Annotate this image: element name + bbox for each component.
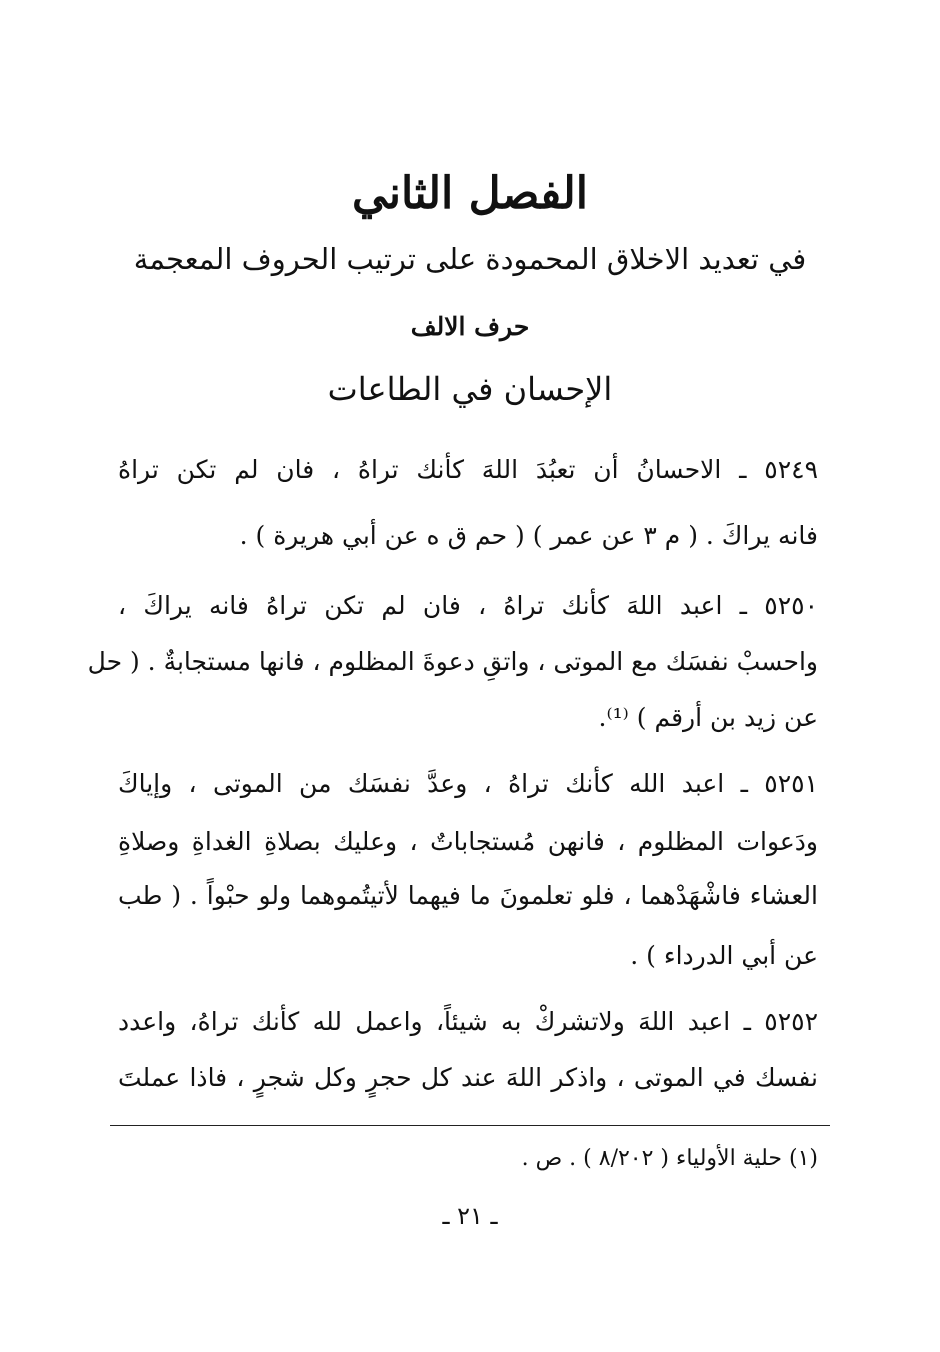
chapter-subtitle: في تعديد الاخلاق المحمودة على ترتيب الحروف المعجمة [133,242,807,276]
hadith-5249-line-2: فانه يراكَ . ( م ٣ عن عمر ) ( حم ق ه عن أبي هريرة ) . [239,521,818,550]
hadith-5251-line-3: العشاء فاشْهَدْهما ، فلو تعلمونَ ما فيهما لأتيتُموهما ولو حبْواً . ( طب [118,881,818,910]
hadith-5250-line-2: واحسبْ نفسَك مع الموتى ، واتقِ دعوةَ المظلوم ، فانها مستجابةٌ . ( حل [87,647,818,676]
chapter-title: الفصل الثاني [352,168,588,219]
hadith-5252-line-1: ٥٢٥٢ ـ اعبد اللهَ ولاتشركْ به شيئاً، واعمل لله كأنك تراهُ، واعدد [118,1007,818,1036]
footnote-divider [110,1125,830,1126]
letter-heading: حرف الالف [410,312,530,341]
hadith-5251-line-1: ٥٢٥١ ـ اعبد الله كأنك تراهُ ، وعدَّ نفسَك من الموتى ، وإياكَ [118,769,818,798]
section-heading: الإحسان في الطاعات [327,370,613,408]
hadith-5250-line-1: ٥٢٥٠ ـ اعبد اللهَ كأنك تراهُ ، فان لم تكن تراهُ فانه يراكَ ، [118,591,818,620]
hadith-5251-line-2: ودَعوات المظلوم ، فانهن مُستجاباتٌ ، وعليك بصلاةِ الغداةِ وصلاةِ [118,827,818,856]
hadith-5249-line-1: ٥٢٤٩ ـ الاحسانُ أن تعبُدَ اللهَ كأنك تراهُ ، فان لم تكن تراهُ [118,455,818,484]
hadith-5251-line-4: عن أبي الدرداء ) . [630,941,818,970]
hadith-5252-line-2: نفسك في الموتى ، واذكر اللهَ عند كل حجرٍ وكل شجرٍ ، فاذا عملتَ [118,1063,818,1092]
footnote: (١) حلية الأولياء ( ٨/٢٠٢ ) . ص . [521,1146,818,1171]
page-number: ـ ٢١ ـ [442,1202,498,1230]
hadith-5250-line-3: عن زيد بن أرقم ) ⁽¹⁾. [598,703,818,732]
